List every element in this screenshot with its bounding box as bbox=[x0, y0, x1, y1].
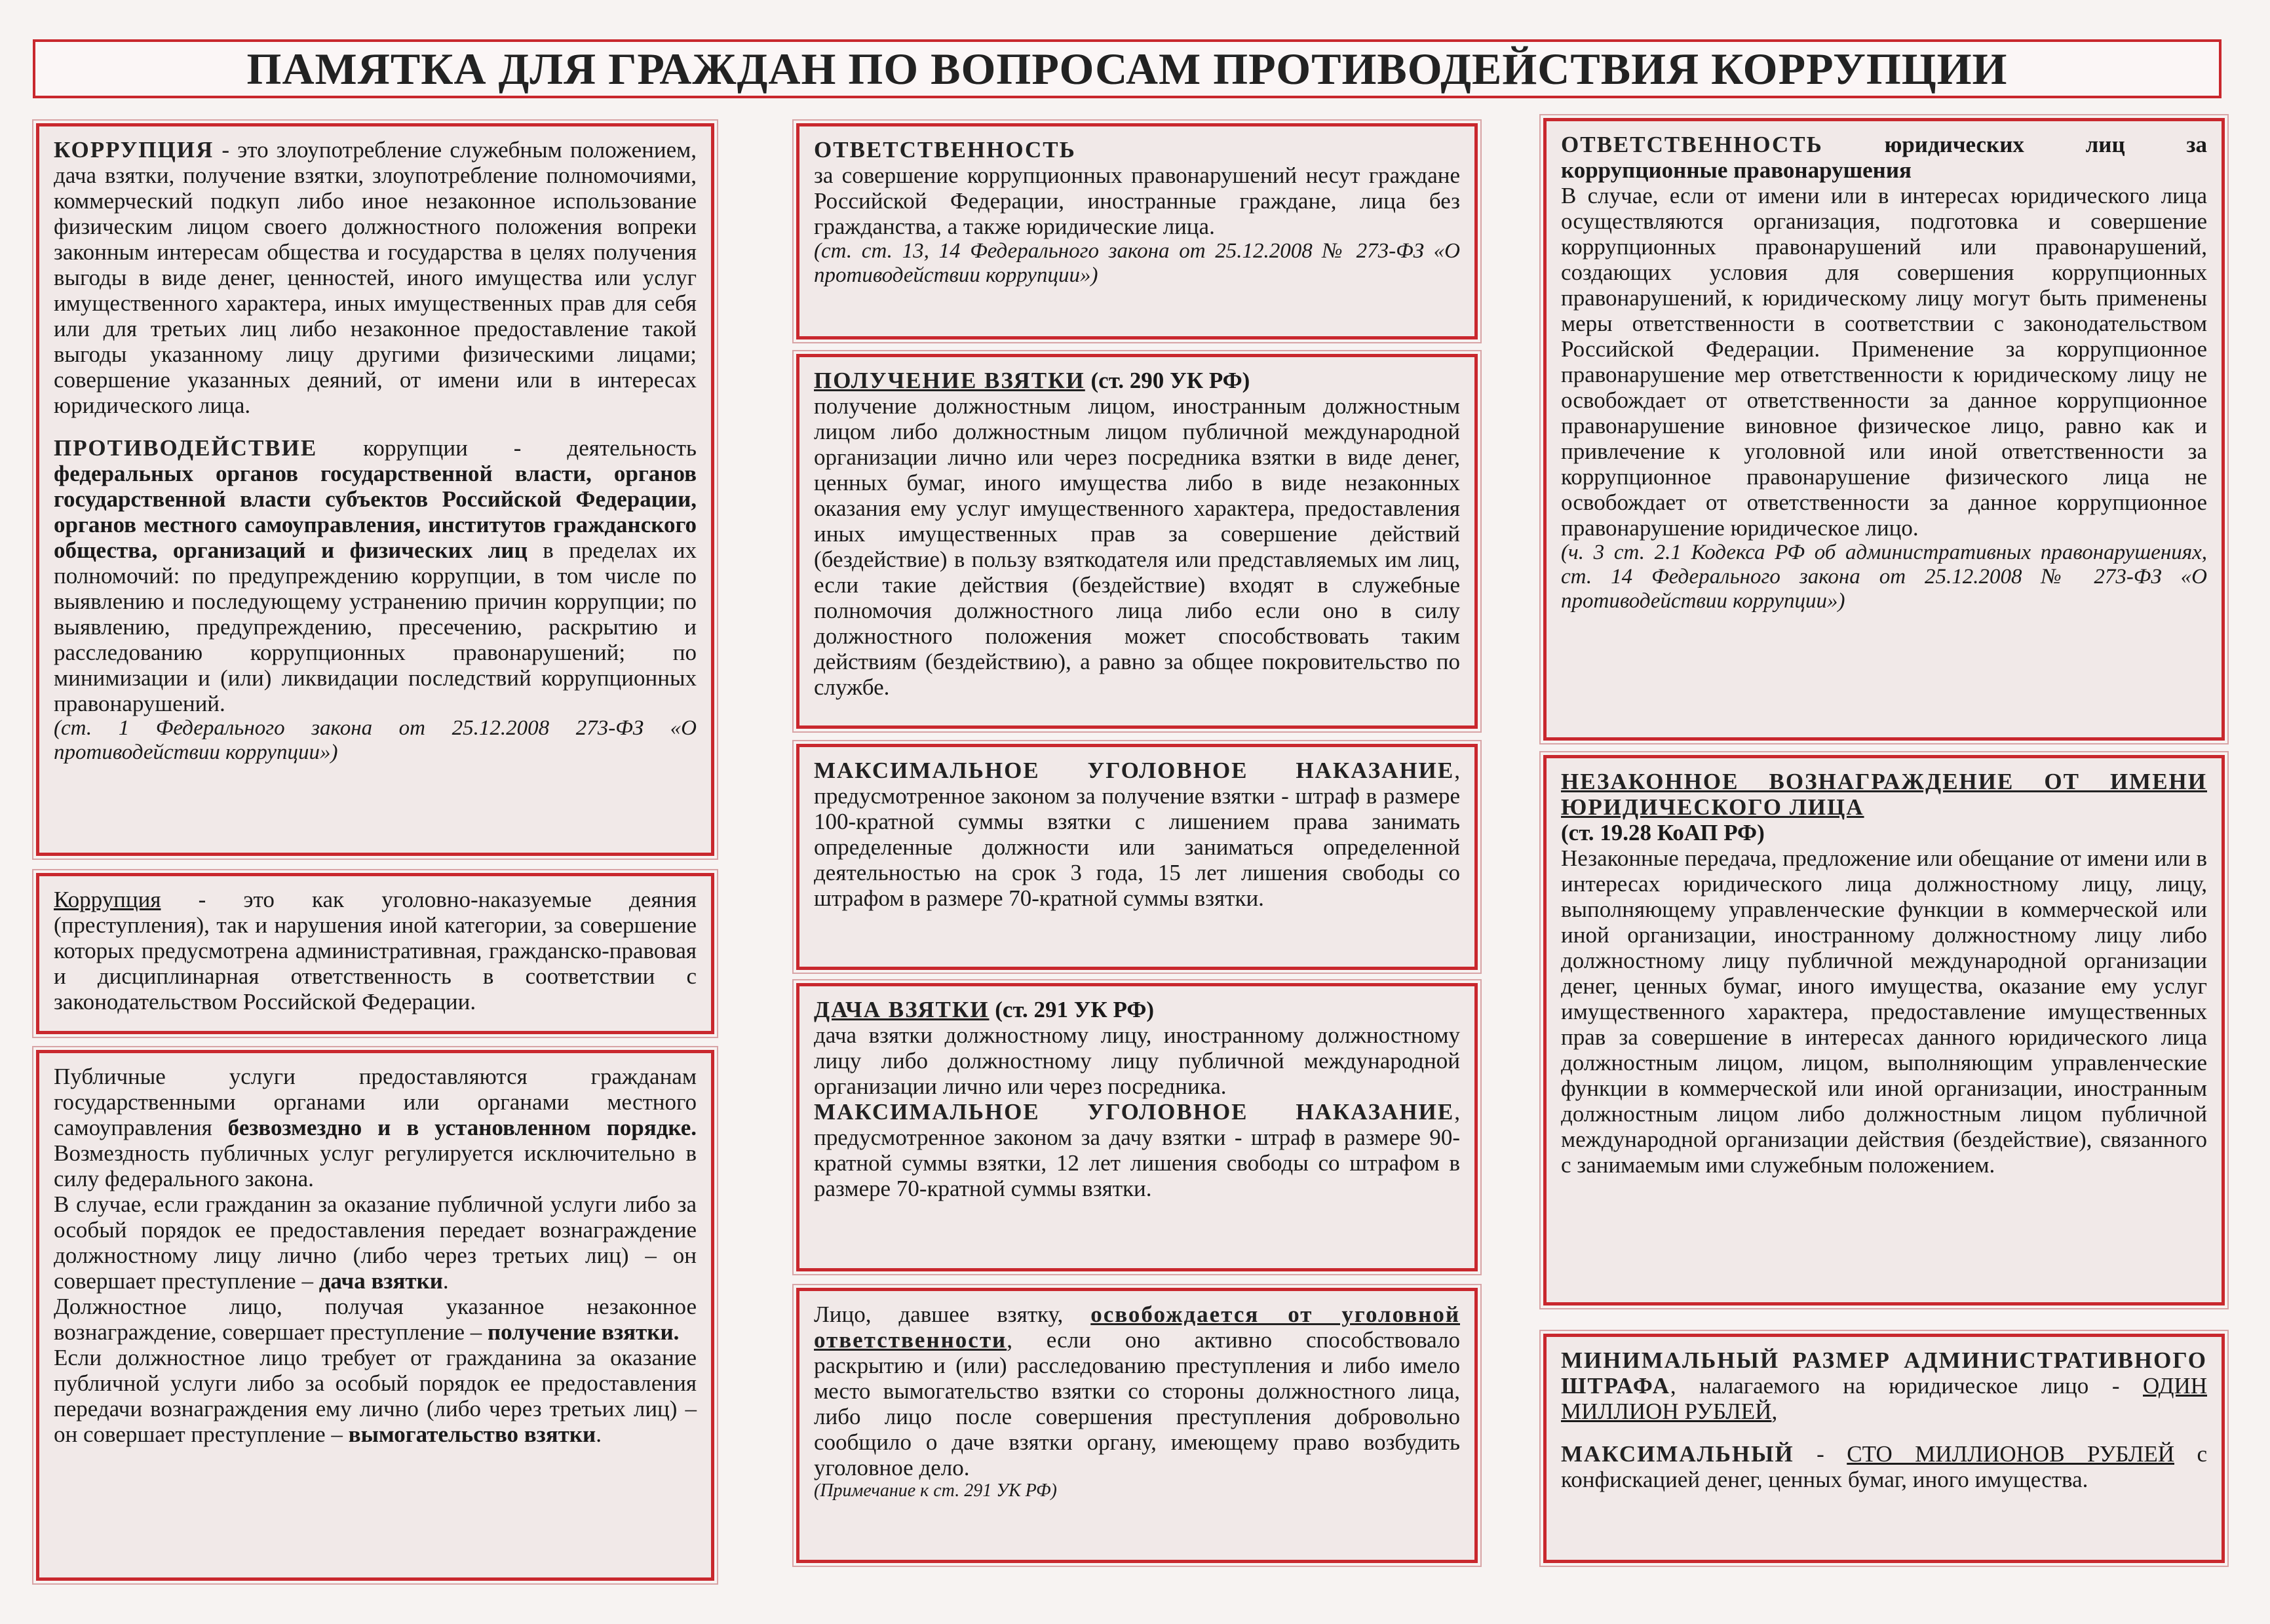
illegal-reward-heading: НЕЗАКОННОЕ ВОЗНАГРАЖДЕНИЕ ОТ ИМЕНИ ЮРИДИЧЕСКОГО ЛИЦА bbox=[1561, 769, 2207, 820]
bribe-taking-box bbox=[796, 354, 1478, 729]
public-services-p2 bbox=[54, 1191, 697, 1294]
bribe-taking-text: получение должностным лицом, иностранным должностным лицом либо должностным лицом публичной международной организации лично или через посредника взятки в виде денег, ценных бумаг, иного имущества либо в виде незаконных оказания ему услуг имущественного характера, предоставления иных имущественных прав за совершение действий (бездействие) в пользу взяткодателя или представляемых им лиц, если такие действия (бездействие) входят в служебные полномочия должностного лица либо если оно в силу должностного положения может способствовать таким действиям (бездействию), а равно за общее покровительство по службе. bbox=[814, 393, 1460, 700]
max-penalty-giving-text: , предусмотренное законом за дачу взятки - штраф в размере 90-кратной суммы взятки, 12 лет лишения свободы со штрафом в размере 70-кратной суммы взятки. bbox=[814, 1099, 1460, 1201]
title-banner bbox=[33, 39, 2222, 98]
max-penalty-giving-heading: МАКСИМАЛЬНОЕ УГОЛОВНОЕ НАКАЗАНИЕ bbox=[814, 1099, 1455, 1125]
exemption-box bbox=[796, 1288, 1478, 1563]
illegal-reward-box bbox=[1543, 755, 2225, 1305]
responsibility-heading: ОТВЕТСТВЕННОСТЬ bbox=[814, 137, 1076, 163]
legal-entity-heading2: юридических лиц за коррупционные правонарушения bbox=[1561, 132, 2207, 183]
bribe-taking-article: (ст. 290 УК РФ) bbox=[1085, 368, 1250, 393]
corruption-types-box bbox=[36, 873, 714, 1034]
min-fine-text-b: , bbox=[1771, 1399, 1778, 1424]
public-services-p3 bbox=[54, 1294, 697, 1345]
min-fine bbox=[1561, 1347, 2207, 1424]
max-penalty-taking bbox=[814, 758, 1460, 911]
legal-entity-responsibility-box bbox=[1543, 118, 2225, 741]
max-fine-text-b: с конфискацией денег, ценных бумаг, иного имущества. bbox=[1561, 1441, 2207, 1492]
bribe-giving-article: (ст. 291 УК РФ) bbox=[989, 997, 1155, 1022]
legal-entity-cite: (ч. 3 ст. 2.1 Кодекса РФ об административных правонарушениях, ст. 14 Федерального закона от 25.12.2008 № 273-ФЗ «О противодействии коррупции») bbox=[1561, 541, 2207, 613]
bribe-giving-heading-line bbox=[814, 997, 1460, 1022]
ps-p3b: получение взятки. bbox=[487, 1319, 680, 1345]
max-penalty-heading: МАКСИМАЛЬНОЕ УГОЛОВНОЕ НАКАЗАНИЕ bbox=[814, 758, 1455, 783]
legal-entity-text: В случае, если от имени или в интересах юридического лица осуществляются организация, подготовка и совершение коррупционных правонарушений или правонарушений, создающих условия для совершения коррупционных правонарушений, к юридическому лицу могут быть применены меры ответственности в соответствии с законодательством Российской Федерации. Применение за коррупционное правонарушение мер ответственности к юридическому лицу не освобождает от ответственности за данное коррупционное правонарушение виновное физическое лицо, равно как и привлечение к уголовной или иной ответственности за коррупционное правонарушение физического лица не освобождает от ответственности за данное коррупционное правонарушение юридическое лицо. bbox=[1561, 183, 2207, 541]
max-penalty-text: , предусмотренное законом за получение взятки - штраф в размере 100-кратной суммы взятки с лишением права занимать определенные должности или заниматься определенной деятельностью на срок 3 года, 15 лет лишения свободы со штрафом в размере 70-кратной суммы взятки. bbox=[814, 758, 1460, 911]
exemption-note: (Примечание к ст. 291 УК РФ) bbox=[814, 1480, 1057, 1501]
exemption-bold: освобождается от уголовной ответственности bbox=[814, 1302, 1460, 1353]
counteraction-definition bbox=[54, 435, 697, 716]
legal-entity-heading1: ОТВЕТСТВЕННОСТЬ bbox=[1561, 132, 1823, 157]
max-fine bbox=[1561, 1441, 2207, 1492]
bribe-taking-heading: ПОЛУЧЕНИЕ ВЗЯТКИ bbox=[814, 368, 1085, 393]
ps-p1c: Возмездность публичных услуг регулируется исключительно в силу федерального закона. bbox=[54, 1140, 697, 1191]
responsibility-box bbox=[796, 123, 1478, 339]
bribe-giving-box bbox=[796, 983, 1478, 1271]
min-fine-amount: ОДИН МИЛЛИОН РУБЛЕЙ bbox=[1561, 1373, 2207, 1424]
corruption-types-text: - это как уголовно-наказуемые деяния (преступления), так и нарушения иной категории, за совершение которых предусмотрена административная, гражданско-правовая и дисциплинарная ответственность в соответствии с законодательством Российской Федерации. bbox=[54, 887, 697, 1015]
bribe-taking-heading-line bbox=[814, 368, 1460, 393]
corruption-term: КОРРУПЦИЯ bbox=[54, 137, 214, 163]
page-title: ПАМЯТКА ДЛЯ ГРАЖДАН ПО ВОПРОСАМ ПРОТИВОДЕЙСТВИЯ КОРРУПЦИИ bbox=[246, 43, 2008, 94]
ps-p4c: . bbox=[596, 1421, 602, 1447]
ps-p2a: В случае, если гражданин за оказание публичной услуги либо за особый порядок ее предоставления передает вознаграждение должностному лицу лично (либо через третьих лиц) – он совершает преступление – bbox=[54, 1191, 697, 1294]
ps-p1a: Публичные услуги предоставляются гражданам государственными органами или органами местного самоуправления bbox=[54, 1064, 697, 1140]
public-services-p1 bbox=[54, 1064, 697, 1191]
illegal-reward-article: (ст. 19.28 КоАП РФ) bbox=[1561, 820, 1765, 845]
ps-p1b: безвозмездно и в установленном порядке. bbox=[227, 1115, 697, 1140]
corruption-types-term: Коррупция bbox=[54, 887, 161, 912]
corruption-def-text: - это злоупотребление служебным положением, дача взятки, получение взятки, злоупотребление полномочиями, коммерческий подкуп либо иное незаконное использование физическим лицом своего должностного положения вопреки законным интересам общества и государства в целях получения выгоды в виде денег, ценностей, иного имущества или услуг имущественного характера, иных имущественных прав для себя или для третьих лиц либо незаконное предоставление такой выгоды указанному лицу другими физическими лицами; совершение указанных деяний, от имени или в интересах юридического лица. bbox=[54, 137, 697, 418]
counteraction-def-a: коррупции - деятельность bbox=[317, 435, 697, 461]
bribe-giving-text: дача взятки должностному лицу, иностранному должностному лицу либо должностному лицу публичной международной организации лично или через посредника. bbox=[814, 1022, 1460, 1099]
max-fine-amount: СТО МИЛЛИОНОВ РУБЛЕЙ bbox=[1847, 1441, 2174, 1467]
ps-p3a: Должностное лицо, получая указанное незаконное вознаграждение, совершает преступление – bbox=[54, 1294, 697, 1345]
law-citation: (ст. 1 Федерального закона от 25.12.2008 273-ФЗ «О противодействии коррупции») bbox=[54, 716, 697, 764]
public-services-box bbox=[36, 1050, 714, 1581]
bribe-giving-heading: ДАЧА ВЗЯТКИ bbox=[814, 997, 990, 1022]
exemption-text bbox=[814, 1302, 1460, 1480]
ps-p2c: . bbox=[442, 1268, 449, 1294]
illegal-reward-text: Незаконные передача, предложение или обещание от имени или в интересах юридического лица должностному лицу, лицу, выполняющему управленческие функции в коммерческой или иной организации, иностранному должностному лицу либо должностному лицу публичной международной организации денег, ценных бумаг, иного имущества, оказание ему услуг имущественного характера, предоставление имущественных прав за совершение в интересах данного юридического лица должностным лицом, лицом, выполняющим управленческие функции в коммерческой или иной организации, иностранным должностным лицом либо должностным лицом публичной международной организации действия (бездействие), связанного с занимаемым ими служебным положением. bbox=[1561, 845, 2207, 1178]
ps-p4a: Если должностное лицо требует от гражданина за оказание публичной услуги либо за особый порядок ее предоставления передачи вознаграждения ему лично (либо через третьих лиц) – он совершает преступление – bbox=[54, 1345, 697, 1447]
counteraction-term: ПРОТИВОДЕЙСТВИЕ bbox=[54, 435, 318, 461]
max-penalty-taking-box bbox=[796, 744, 1478, 970]
responsibility-text: за совершение коррупционных правонарушений несут граждане Российской Федерации, иностранные граждане, лица без гражданства, а также юридические лица. bbox=[814, 163, 1460, 239]
fines-box bbox=[1543, 1334, 2225, 1563]
max-fine-heading: МАКСИМАЛЬНЫЙ bbox=[1561, 1441, 1794, 1467]
responsibility-cite: (ст. ст. 13, 14 Федерального закона от 25.12.2008 № 273-ФЗ «О противодействии коррупции») bbox=[814, 239, 1460, 287]
counteraction-def-b: федеральных органов государственной власти, органов государственной власти субъектов Российской Федерации, органов местного самоуправления, институтов гражданского общества, организаций и физических лиц bbox=[54, 461, 697, 563]
min-fine-heading: МИНИМАЛЬНЫЙ РАЗМЕР АДМИНИСТРАТИВНОГО ШТРАФА bbox=[1561, 1347, 2207, 1399]
corruption-definition-box bbox=[36, 123, 714, 856]
max-fine-text: - bbox=[1794, 1441, 1847, 1467]
corruption-definition bbox=[54, 137, 697, 418]
exemption-text2: , если оно активно способствовало раскрытию и (или) расследованию преступления и либо имело место вымогательство взятки со стороны должностного лица, либо лицо после совершения преступления добровольно сообщило о даче взятки органу, имеющему право возбудить уголовное дело. bbox=[814, 1327, 1460, 1480]
min-fine-text: , налагаемого на юридическое лицо - bbox=[1670, 1373, 2144, 1399]
counteraction-def-c: в пределах их полномочий: по предупреждению коррупции, в том числе по выявлению и последующему устранению причин коррупции; по выявлению, предупреждению, пресечению, раскрытию и расследованию коррупционных правонарушений; по минимизации и (или) ликвидации последствий коррупционных правонарушений. bbox=[54, 537, 697, 716]
legal-entity-heading-line bbox=[1561, 132, 2207, 183]
corruption-types bbox=[54, 887, 697, 1015]
ps-p4b: вымогательство взятки bbox=[348, 1421, 596, 1447]
exemption-text1: Лицо, давшее взятку, bbox=[814, 1302, 1091, 1327]
max-penalty-giving bbox=[814, 1099, 1460, 1201]
ps-p2b: дача взятки bbox=[318, 1268, 443, 1294]
public-services-p4 bbox=[54, 1345, 697, 1447]
